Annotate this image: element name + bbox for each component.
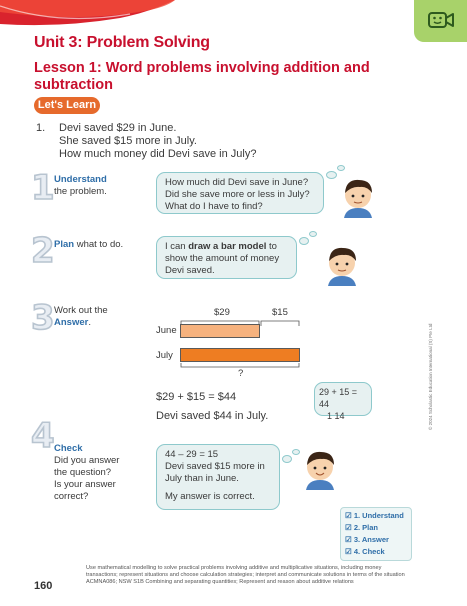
step-2-number: 2 bbox=[31, 231, 55, 271]
step-3-text: Work out the Answer. bbox=[54, 305, 108, 328]
working-carry: 1 14 bbox=[327, 411, 345, 421]
step-2-thought-bubble bbox=[156, 236, 297, 279]
step-3-keyword: Answer bbox=[54, 317, 89, 328]
boy-character-3 bbox=[300, 446, 340, 492]
checklist-item: ☑ 1. Understand bbox=[345, 511, 404, 520]
lets-learn-badge: Let's Learn bbox=[34, 97, 100, 114]
step-1-thought-bubble bbox=[156, 172, 324, 214]
unit-title: Unit 3: Problem Solving bbox=[34, 34, 210, 51]
answer-sentence: Devi saved $44 in July. bbox=[156, 410, 269, 422]
step-2-keyword: Plan bbox=[54, 239, 75, 250]
question-line-3: How much money did Devi save in July? bbox=[59, 148, 257, 160]
june-label: June bbox=[156, 325, 177, 336]
step-4-thought-bubble bbox=[156, 444, 280, 510]
step-4-text: Check Did you answer the question? Is your answer correct? bbox=[54, 443, 120, 502]
step-1-rest: the problem. bbox=[54, 186, 107, 197]
question-number: 1. bbox=[36, 122, 46, 134]
steps-checklist bbox=[340, 507, 412, 561]
bubble-line: My answer is correct. bbox=[165, 491, 255, 502]
bubble-line: How much did Devi save in June? bbox=[165, 177, 309, 188]
step-2-text bbox=[54, 239, 154, 251]
copyright-note: © 2024 Scholastic Education International (S) Pte Ltd bbox=[428, 323, 433, 430]
checklist-item: ☑ 4. Check bbox=[345, 547, 385, 556]
step-4-keyword: Check bbox=[54, 443, 83, 454]
checklist-item: ☑ 2. Plan bbox=[345, 523, 378, 532]
label-29: $29 bbox=[214, 307, 230, 318]
bubble-line: 44 – 29 = 15 bbox=[165, 449, 219, 460]
working-line: 29 + 15 = 44 bbox=[319, 387, 358, 409]
step-3-line: Work out the bbox=[54, 305, 108, 316]
bubble-line: I can draw a bar model to bbox=[165, 241, 277, 252]
step-3-number: 3 bbox=[31, 298, 55, 338]
working-bubble bbox=[314, 382, 372, 421]
step-1-text bbox=[54, 174, 154, 198]
bubble-line: July than in June. bbox=[165, 473, 239, 484]
boy-character-2 bbox=[322, 242, 362, 288]
step-2-rest: what to do. bbox=[74, 239, 124, 250]
checklist-item: ☑ 3. Answer bbox=[345, 535, 389, 544]
video-camera-icon bbox=[428, 11, 454, 29]
lesson-title: Lesson 1: Word problems involving addition and subtraction bbox=[34, 60, 370, 93]
step-4-number: 4 bbox=[31, 416, 55, 456]
bubble-line: Devi saved $15 more in bbox=[165, 461, 265, 472]
step-1-number: 1 bbox=[31, 168, 55, 208]
step-1-keyword: Understand bbox=[54, 174, 107, 185]
boy-character-1 bbox=[338, 174, 378, 220]
bubble-line: Devi saved. bbox=[165, 265, 215, 276]
question-line-1: Devi saved $29 in June. bbox=[59, 122, 177, 134]
curriculum-footer: Use mathematical modelling to solve practical problems involving additive and multiplicative situations, including money transactions; represent situations and choose calculation strategies; interpret and communicate solutions in terms of the situation ACMNA086; NSW S1B Combining and separating quantities; Represent and reason about additive relations bbox=[86, 565, 405, 585]
june-bar bbox=[180, 324, 260, 338]
equation: $29 + $15 = $44 bbox=[156, 391, 237, 403]
page-number: 160 bbox=[34, 580, 53, 592]
bubble-line: show the amount of money bbox=[165, 253, 280, 264]
label-15: $15 bbox=[272, 307, 288, 318]
bubble-line: What do I have to find? bbox=[165, 201, 263, 212]
unknown-label: ? bbox=[238, 368, 244, 379]
top-wave-decoration bbox=[0, 0, 467, 34]
july-bar bbox=[180, 348, 300, 362]
bubble-line: Did she save more or less in July? bbox=[165, 189, 310, 200]
video-tab[interactable] bbox=[414, 0, 467, 42]
july-label: July bbox=[156, 350, 173, 361]
question-line-2: She saved $15 more in July. bbox=[59, 135, 197, 147]
